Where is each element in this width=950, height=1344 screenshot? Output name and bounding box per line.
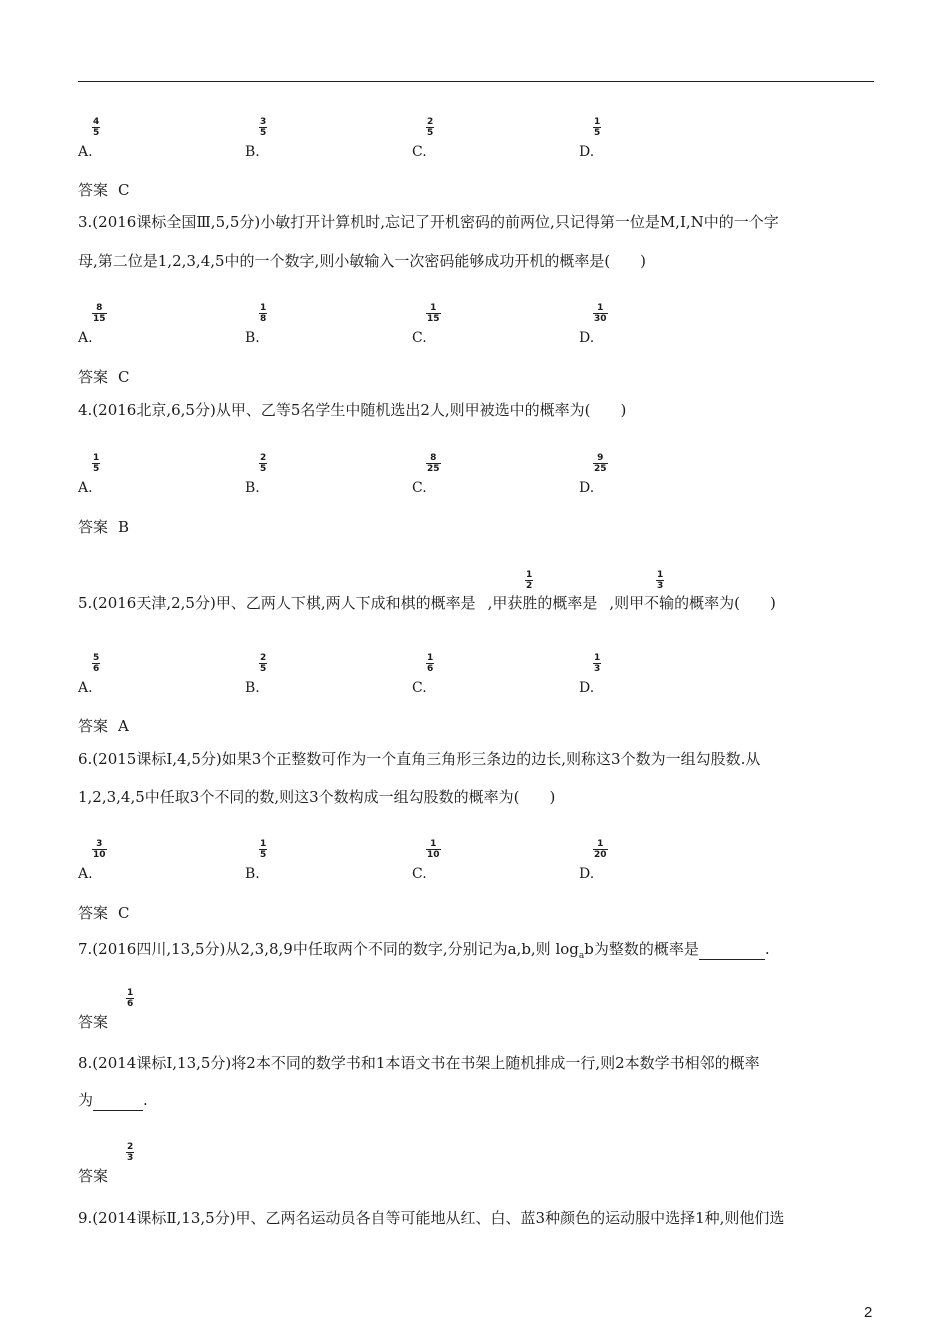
q4-option-b-fraction: $\frac{2}{5}$ (260, 453, 267, 474)
q8-answer-blank (93, 1090, 143, 1111)
q2-option-a: A. (78, 144, 93, 160)
q5-option-d: D. (579, 680, 595, 696)
q7-answer: 答案 (78, 1013, 109, 1031)
q3-option-d-fraction: $\frac{1}{30}$ (594, 303, 607, 324)
q6-answer: 答案 C (78, 904, 130, 922)
q5-option-b-fraction: $\frac{2}{5}$ (260, 653, 267, 674)
q2-option-a-fraction: $\frac{4}{5}$ (93, 117, 100, 138)
q6-option-d: D. (579, 866, 595, 882)
q8-answer: 答案 (78, 1167, 109, 1185)
q2-option-d-fraction: $\frac{1}{5}$ (594, 117, 601, 138)
q3-text-line1: 3.(2016课标全国Ⅲ,5,5分)小敏打开计算机时,忘记了开机密码的前两位,只记得第一位是M,I,N中的一个字 (78, 213, 779, 231)
q4-option-a-fraction: $\frac{1}{5}$ (93, 453, 100, 474)
q5-option-c-fraction: $\frac{1}{6}$ (427, 653, 434, 674)
header-rule (78, 81, 874, 82)
q2-option-c-fraction: $\frac{2}{5}$ (427, 117, 434, 138)
q6-option-a-fraction: $\frac{3}{10}$ (93, 839, 106, 860)
q8-text-line1: 8.(2014课标Ⅰ,13,5分)将2本不同的数学书和1本语文书在书架上随机排成一行,则2本数学书相邻的概率 (78, 1054, 760, 1072)
q3-option-a-fraction: $\frac{8}{15}$ (93, 303, 106, 324)
q6-option-c-fraction: $\frac{1}{10}$ (427, 839, 440, 860)
q5-option-c: C. (412, 680, 427, 696)
q4-answer: 答案 B (78, 518, 130, 536)
q4-text-line1: 4.(2016北京,6,5分)从甲、乙等5名学生中随机选出2人,则甲被选中的概率为( ) (78, 401, 627, 419)
q3-option-d: D. (579, 330, 595, 346)
q8-answer-fraction: $\frac{2}{3}$ (127, 1142, 134, 1163)
q9-text-line1: 9.(2014课标Ⅱ,13,5分)甲、乙两名运动员各自等可能地从红、白、蓝3种颜色的运动服中选择1种,则他们选 (78, 1209, 785, 1227)
q3-answer: 答案 C (78, 368, 130, 386)
q3-option-b: B. (245, 330, 260, 346)
q3-option-c-fraction: $\frac{1}{15}$ (427, 303, 440, 324)
q3-option-c: C. (412, 330, 427, 346)
q5-text-line1: 5.(2016天津,2,5分)甲、乙两人下棋,两人下成和棋的概率是 ,甲获胜的概率是 ,则甲不输的概率为( ) (78, 594, 776, 612)
q5-option-d-fraction: $\frac{1}{3}$ (594, 653, 601, 674)
q5-fraction-draw: $\frac{1}{2}$ (526, 570, 533, 591)
q6-text-line1: 6.(2015课标Ⅰ,4,5分)如果3个正整数可作为一个直角三角形三条边的边长,则称这3个数为一组勾股数.从 (78, 750, 761, 768)
q2-option-b-fraction: $\frac{3}{5}$ (260, 117, 267, 138)
q6-option-b: B. (245, 866, 260, 882)
q6-option-c: C. (412, 866, 427, 882)
q7-text-line1: 7.(2016四川,13,5分)从2,3,8,9中任取两个不同的数字,分别记为a,b,则 $\log_ab$为整数的概率是 . (78, 940, 770, 961)
q3-option-a: A. (78, 330, 93, 346)
q4-option-b: B. (245, 480, 260, 496)
q4-option-a: A. (78, 480, 93, 496)
q6-text-line2: 1,2,3,4,5中任取3个不同的数,则这3个数构成一组勾股数的概率为( ) (78, 788, 556, 806)
q3-text-line2: 母,第二位是1,2,3,4,5中的一个数字,则小敏输入一次密码能够成功开机的概率是( ) (78, 252, 647, 270)
q4-option-c: C. (412, 480, 427, 496)
q3-option-b-fraction: $\frac{1}{8}$ (260, 303, 267, 324)
q5-option-b: B. (245, 680, 260, 696)
q2-option-d: D. (579, 144, 595, 160)
q2-option-c: C. (412, 144, 427, 160)
q5-fraction-win: $\frac{1}{3}$ (657, 570, 664, 591)
page-number: 2 (864, 1304, 873, 1321)
q7-answer-fraction: $\frac{1}{6}$ (127, 988, 134, 1009)
q6-option-b-fraction: $\frac{1}{5}$ (260, 839, 267, 860)
q4-option-d-fraction: $\frac{9}{25}$ (594, 453, 607, 474)
q2-answer: 答案 C (78, 181, 130, 199)
q2-option-b: B. (245, 144, 260, 160)
q6-option-a: A. (78, 866, 93, 882)
q5-option-a-fraction: $\frac{5}{6}$ (93, 653, 100, 674)
q5-answer: 答案 A (78, 717, 129, 735)
q7-answer-blank (699, 939, 765, 960)
q6-option-d-fraction: $\frac{1}{20}$ (594, 839, 607, 860)
q5-option-a: A. (78, 680, 93, 696)
q4-option-d: D. (579, 480, 595, 496)
q8-text-line2: 为 . (78, 1091, 148, 1109)
q4-option-c-fraction: $\frac{8}{25}$ (427, 453, 440, 474)
